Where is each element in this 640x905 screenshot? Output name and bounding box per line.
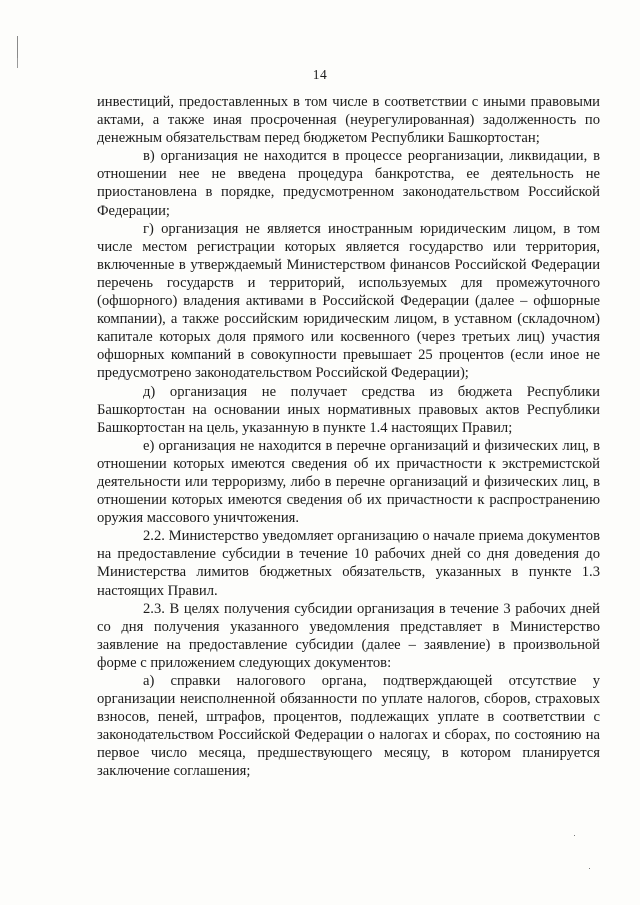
page-number: 14 <box>312 67 328 82</box>
document-body <box>97 93 600 781</box>
paragraph-item-g: г) организация не является иностранным юридическим лицом, в том числе местом регистрации которых является государство или территория, включенные в утверждаемый Министерством финансов Российской Федерации перечень государств и территорий, используемых для промежуточного (офшорного) владения активами в Российской Федерации (далее – офшорные компании), а также российским юридическим лицом, в уставном (складочном) капитале которых доля прямого или косвенного (через третьих лиц) участия офшорных компаний в совокупности превышает 25 процентов (если иное не предусмотрено законодательством Российской Федерации); <box>97 220 600 382</box>
paragraph-item-v: в) организация не находится в процессе реорганизации, ликвидации, в отношении нее не введена процедура банкротства, ее деятельность не приостановлена в порядке, предусмотренном законодательством Российской Федерации; <box>97 148 600 219</box>
paragraph-2-3: 2.3. В целях получения субсидии организация в течение 3 рабочих дней со дня получения указанного уведомления представляет в Министерство заявление на предоставление субсидии (далее – заявление) в произвольной форме с приложением следующих документов: <box>97 600 600 671</box>
scan-speck <box>574 835 575 836</box>
paragraph-2-2: 2.2. Министерство уведомляет организацию о начале приема документов на предоставление субсидии в течение 10 рабочих дней со дня доведения до Министерства лимитов бюджетных обязательств, указанных в пункте 1.3 настоящих Правил. <box>97 528 600 599</box>
scan-speck <box>589 868 590 869</box>
paragraph-item-e: е) организация не находится в перечне организаций и физических лиц, в отношении которых имеются сведения об их причастности к экстремистской деятельности или терроризму, либо в перечне организаций и физических лиц, в отношении которых имеются сведения об их причастности к распространению оружия массового уничтожения. <box>97 437 600 527</box>
paragraph-item-d: д) организация не получает средства из бюджета Республики Башкортостан на основании иных нормативных правовых актов Республики Башкортостан на цель, указанную в пункте 1.4 настоящих Правил; <box>97 383 600 436</box>
paragraph-item-a: а) справки налогового органа, подтверждающей отсутствие у организации неисполненной обязанности по уплате налогов, сборов, страховых взносов, пеней, штрафов, процентов, подлежащих уплате в соответствии с законодательством Российской Федерации о налогах и сборах, по состоянию на первое число месяца, предшествующего месяцу, в котором планируется заключение соглашения; <box>97 673 600 780</box>
paragraph-continuation: инвестиций, предоставленных в том числе в соответствии с иными правовыми актами, а также иная просроченная (неурегулированная) задолженность по денежным обязательствам перед бюджетом Республики Башкортостан; <box>97 94 600 147</box>
